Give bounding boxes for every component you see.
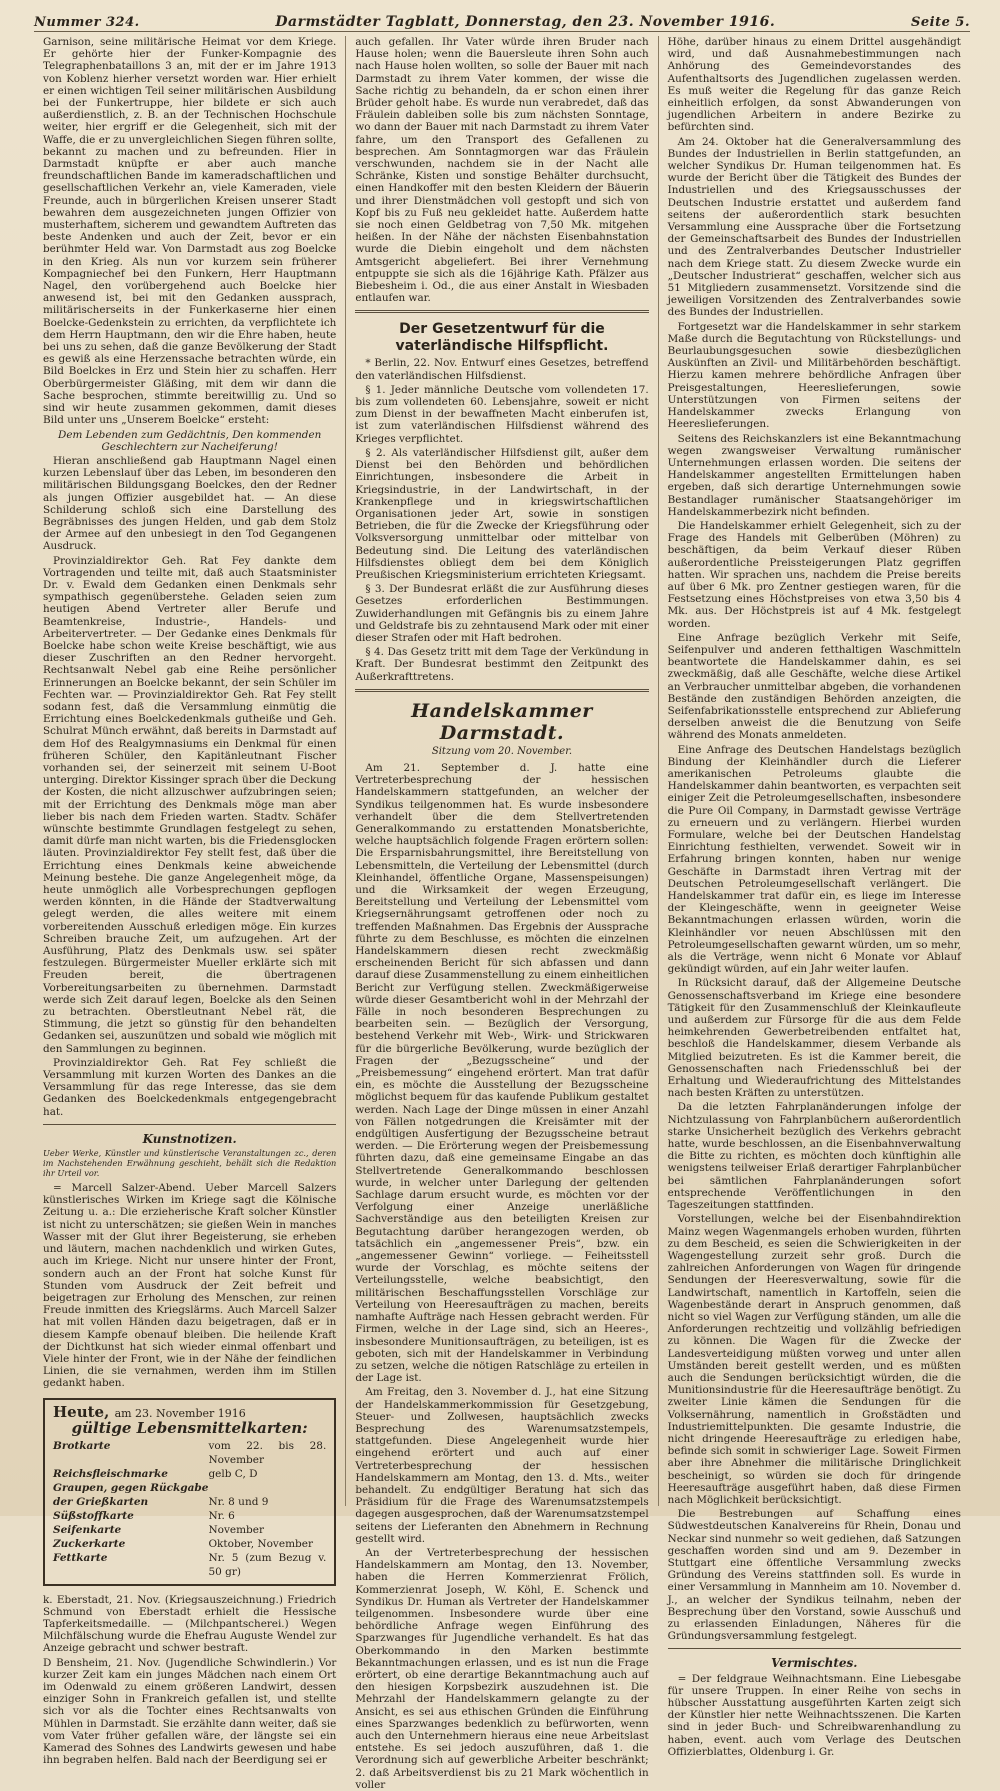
boelcke-article-text: Garnison, seine militärische Heimat vor dem Kriege. Er gehörte hier der Funker-Kompagnie des Telegraphenbataillons 3 an, mit der er im Jahre 1913 von Koblenz hierher versetzt worden war. Hier erhielt er einen wichtigen Teil seiner militärischen Ausbildung bei der Funkertruppe, hier bildete er sich auch außerdienstlich, z. B. an der Technischen Hochschule weiter, hier ergriff er die Gelegenheit, sich mit der Waffe, die er zu unvergleichlichen Siegen führen sollte, bekannt zu machen und zu befreunden. Hier in Darmstadt knüpfte er aber auch manche freundschaftlichen Bande im kameradschaftlichen und gesellschaftlichen Verkehr an, viele Kameraden, viele Freunde, auch in bürgerlichen Kreisen unserer Stadt bewahren dem ausgezeichneten jungen Offizier von musterhaftem, sicherem und gewandtem Auftreten das beste Andenken und auch der Zeit, bevor er ein berühmter Held war. Von Darmstadt aus zog Boelcke in den Krieg. Als nun vor kurzem sein früherer Kompagniechef bei den Funkern, Herr Hauptmann Nagel, den vorübergehend auch Boelcke hier anwesend ist, bei mit den Gedanken aussprach, militärischerseits in der Funkerkaserne hier einen Boelcke-Gedenkstein zu errichten, da verpflichtete ich dem Herrn Hauptmann, den wir die Ehre haben, heute bei uns zu sehen, daß die ganze Bevölkerung der Stadt es gewiß als eine Herzenssache betrachten würde, ein Bild Boelckes in Erz und Stein hier zu schaffen. Herr Oberbürgermeister Gläßing, mit dem wir dann die Sache besprochen, stimmte bereitwillig zu. Und so sind wir heute zusammen gekommen, damit dieses Bild unter uns „Unserem Boelcke“ ersteht: [43, 36, 337, 427]
kunst-paragraph: = Marcell Salzer-Abend. Ueber Marcell Salzers künstlerisches Wirken im Kriege sagt die Kölnische Zeitung u. a.: Die erzieherische Kraft solcher Künstler ist nicht zu unterschätzen; sie gießen Wein in manches Wasser mit der Glut ihrer Begeisterung, sie erheben und läutern, machen nachdenklich und wirken Gutes, auch im Kriege. Nicht nur unsere hinter der Front, sondern auch an der Front hat solche Kunst für Stunden vom Ausdruck der Zeit befreit und beigetragen zur Erholung des Menschen, zur reinen Freude inmitten des Kriegslärms. Auch Marcell Salzer hat mit vollen Händen dazu beigetragen, daß er in diesem Kampfe obenauf bleiben. Die heilende Kraft der Dichtkunst hat sich wieder einmal offenbart und Viele hinter der Front, wie in der Nähe der feindlichen Linien, die sie vernahmen, werden ihm im Stillen gedankt haben. [43, 1182, 337, 1390]
local-news-paragraph: k. Eberstadt, 21. Nov. (Kriegsauszeichnung.) Friedrich Schmund von Eberstadt erhielt die Hessische Tapferkeitsmedaille. — (Milchpantscherei.) Wegen Milchfälschung wurde die Ehefrau Auguste Wendel zur Anzeige gebracht und schwer bestraft. [43, 1593, 337, 1655]
handelskammer-paragraph: Seitens des Reichskanzlers ist eine Bekanntmachung wegen zwangsweiser Verwaltung rumänischer Unternehmungen erlassen worden. Die seitens der Handelskammer angestellten Ermittelungen haben ergeben, daß sich derartige Unternehmungen sowie Bestandlager rumänischer Staatsangehöriger im Handelskammerbezirk nicht befinden. [667, 432, 961, 518]
divider [43, 1124, 336, 1125]
masthead [34, 0, 970, 32]
handelskammer-paragraph: Die Bestrebungen auf Schaffung eines Südwestdeutschen Kanalvereins für Rhein, Donau und Neckar sind nunmehr so weit gediehen, daß Satzungen geschaffen worden sind und am 9. Dezember in Stuttgart eine öffentliche Versammlung zwecks Gründung des Vereins stattfinden soll. Es wurde in einer Versammlung in Mannheim am 10. November d. J., an welcher der Syndikus teilnahm, neben der Besprechung über den Vorstand, sowie Ausschuß und zu erlassenden Einladungen, Näheres für die Gründungsversammlung festgelegt. [667, 1508, 961, 1643]
handelskammer-paragraph: In Rücksicht darauf, daß der Allgemeine Deutsche Genossenschaftsverband im Kriege eine besondere Tätigkeit für den Zusammenschluß der Kleinkaufleute und außerdem zur Fürsorge für die aus dem Felde heimkehrenden Gewerbetreibenden entfaltet hat, beschloß die Handelskammer, diesem Verbande als Mitglied beizutreten. Es ist die Kammer bereit, die Genossenschaften nach Friedensschluß bei der Erhaltung und Wiederaufrichtung des Mittelstandes nach besten Kräften zu unterstützen. [667, 977, 961, 1100]
ration-card-box [43, 1398, 336, 1586]
boelcke-paragraph: Provinzialdirektor Geh. Rat Fey dankte dem Vortragenden und teilte mit, daß auch Staatsminister Dr. v. Ewald dem Gedanken einen Denkmals sehr sympathisch gegenüberstehe. Geladen seien zum heutigen Abend Vertreter aller Berufe und Beamtenkreise, Industrie-, Handels- und Arbeitervertreter. — Der Gedanke eines Denkmals für Boelcke habe schon weite Kreise beschäftigt, wie aus dieser Zuschriften an den Redner hervorgeht. Rechtsanwalt Nebel gab eine Reihe persönlicher Erinnerungen an Boelcke bekannt, der sein Schüler im Fechten war. — Provinzialdirektor Geh. Rat Fey stellt sodann fest, daß die Versammlung einmütig die Errichtung eines Boelckedenkmals gutheiße und Geh. Schulrat Münch erwähnt, daß bereits in Darmstadt auf dem Hof des Realgymnasiums ein Denkmal für einen früheren Schüler, den Kapitänleutnant Fischer vorhanden sei, der seinerzeit mit seinem U-Boot unterging. Direktor Kissinger sprach über die Deckung der Kosten, die nicht allzuschwer aufzubringen seien; mit der Errichtung des Denkmals möge man aber lieber bis nach dem Frieden warten. Stadtv. Schäfer wünschte bestimmte Grundlagen festgelegt zu sehen, damit dürfe man nicht warten, bis die Friedensglocken läuten. Provinzialdirektor Fey stellt fest, daß über die Errichtung eines Denkmals keine abweichende Meinung bestehe. Die ganze Angelegenheit möge, da heute unmöglich alle Vorbesprechungen gepflogen werden könnten, in die Hände der Stadtverwaltung gelegt werden, die alles weitere mit einem vorbereitenden Ausschuß erledigen möge. Ein kurzes Schreiben brauche Zeit, um aufzugehen. Art der Ausführung, Platz des Denkmals usw. sei später festzulegen. Bürgermeister Mueller erklärte sich mit Freuden bereit, die übertragenen Vorbereitungsarbeiten zu übernehmen. Darmstadt werde sich Zeit darauf legen, Boelcke als den Seinen zu betrachten. Oberstleutnant Nebel rät, die Stimmung, die jetzt so günstig für den behandelten Gedanken sei, auszunützen und sobald wie möglich mit den Sammlungen zu beginnen. [43, 554, 337, 1055]
law-paragraph: * Berlin, 22. Nov. Entwurf eines Gesetzes, betreffend den vaterländischen Hilfsdienst. [355, 357, 649, 382]
law-paragraph: § 3. Der Bundesrat erläßt die zur Ausführung dieses Gesetzes erforderlichen Bestimmungen. Zuwiderhandlungen mit Gefängnis bis zu einem Jahre und Geldstrafe bis zu zehntausend Mark oder mit einer dieser Strafen oder mit Haft bedrohen. [355, 583, 649, 644]
ration-card-value [208, 1481, 326, 1495]
columns [34, 36, 970, 1791]
ration-row [53, 1523, 326, 1537]
law-paragraph: § 4. Das Gesetz tritt mit dem Tage der Verkündung in Kraft. Der Bundesrat bestimmt den Zeitpunkt des Außerkrafttretens. [355, 646, 649, 683]
handelskammer-paragraph: Eine Anfrage bezüglich Verkehr mit Seife, Seifenpulver und anderen fetthaltigen Waschmitteln beantwortete die Handelskammer dahin, es sei zweckmäßig, daß alle Geschäfte, welche diese Artikel an Verbraucher unmittelbar abgeben, die vorhandenen Bestände den zuständigen Behörden anzeigten, die Seifenfabrikationsstelle entsprechend zur Ablieferung derselben anweist die die Benutzung von Seife während des Monats anmeldeten. [667, 631, 961, 742]
column-3 [658, 36, 970, 1758]
ration-row [53, 1551, 326, 1579]
ration-card-value: Nr. 5 (zum Bezug v. 50 gr) [208, 1551, 327, 1578]
page-number: Seite 5. [911, 15, 970, 30]
handelskammer-paragraph: Fortgesetzt war die Handelskammer in sehr starkem Maße durch die Begutachtung von Rückstellungs- und Beurlaubungsgesuchen sowie diesbezüglichen Auskünften an Zivil- und Militärbehörden beschäftigt. Hierzu kamen mehrere behördliche Anfragen über Preisgestaltungen, Heereslieferungen, sowie Unterstützungen von Firmen seitens der Handelskammer zwecks Erlangung von Heereslieferungen. [667, 320, 961, 431]
ration-card-value: Nr. 8 und 9 [208, 1495, 269, 1508]
column-2 [345, 36, 657, 1791]
ration-card-name: Seifenkarte [53, 1523, 122, 1536]
section-heading-vermischtes: Vermischtes. [771, 1656, 858, 1671]
section-heading-kunstnotizen: Kunstnotizen. [142, 1131, 237, 1146]
handelskammer-paragraph: Am Freitag, den 3. November d. J., hat eine Sitzung der Handelskammerkommission für Gesetzgebung, Steuer- und Zollwesen, hauptsächlich zwecks Besprechung des Warenumsatzstempels, stattgefunden. Diese Angelegenheit wurde hier eingehend erörtert und auch auf einer Vertreterbesprechung der hessischen Handelskammern am Montag, den 13. d. Mts., weiter behandelt. Zu endgültiger Beratung hat sich das Präsidium für die Frage des Warenumsatzstempels dagegen ausgesprochen, daß der Warenumsatzstempel seitens der Lieferanten den Abnehmern in Rechnung gestellt wird. [355, 1386, 649, 1545]
ration-card-name: Reichsfleischmarke [53, 1467, 168, 1480]
ration-box-today: Heute, [53, 1402, 110, 1421]
headline-gesetzentwurf: Der Gesetzentwurf für die vaterländische Hilfspflicht. [395, 321, 609, 355]
ration-row [53, 1495, 326, 1509]
issue-number: Nummer 324. [34, 15, 140, 30]
local-news-paragraph: D Bensheim, 21. Nov. (Jugendliche Schwindlerin.) Vor kurzer Zeit kam ein junges Mädchen nach einem Ort im Odenwald zu einem größeren Landwirt, dessen einziger Sohn in Frankreich gefallen ist, und stellte sich vor als die Tochter eines Rechtsanwalts von Mühlen in Darmstadt. Sie erzählte dann weiter, daß sie vom Vater früher gefallen wäre, der längste sei ein Kamerad des Sohnes des Landwirts gewesen und habe ihn begraben helfen. Bald nach der Beerdigung sei er [43, 1656, 337, 1767]
ration-card-value: November [208, 1523, 265, 1536]
law-paragraph: § 2. Als vaterländischer Hilfsdienst gilt, außer dem Dienst bei den Behörden und behördlichen Einrichtungen, insbesondere die Arbeit in Kriegsindustrie, in der Landwirtschaft, in der Krankenpflege und in kriegswirtschaftlichen Organisationen jeder Art, sowie in sonstigen Betrieben, die für die Zwecke der Kriegsführung oder Volksversorgung unmittelbar oder mittelbar von Bedeutung sind. Die Leitung des vaterländischen Hilfsdienstes obliegt dem bei dem Königlich Preußischen Kriegsministerium errichteten Kriegsamt. [355, 446, 649, 581]
column-1 [34, 36, 345, 1767]
ration-card-name: Zuckerkarte [53, 1537, 126, 1550]
handelskammer-paragraph: Höhe, darüber hinaus zu einem Drittel ausgehändigt wird, und daß Ausnahmebestimmungen nach Anhörung des Gemeindevorstandes des Aufenthaltsorts des Jugendlichen zugelassen werden. Es muß weiter die Regelung für das ganze Reich einheitlich erfolgen, da sonst Abwanderungen von jugendlichen Arbeitern in andere Bezirke zu befürchten sind. [667, 36, 961, 134]
handelskammer-paragraph: An der Vertreterbesprechung der hessischen Handelskammern am Montag, den 13. November, haben die Herren Kommerzienrat Frölich, Kommerzienrat Joseph, W. Köhl, E. Schenck und Syndikus Dr. Human als Vertreter der Handelskammer teilgenommen. Insbesondere wurde über eine behördliche Anfrage wegen Einführung des Sparzwanges für Jugendliche verhandelt. Es hat das Oberkommando in den Marken bestimmte Bekanntmachungen erlassen, und es ist nun die Frage erörtert, ob eine derartige Bekanntmachung auch auf den hiesigen Korpsbezirk auszudehnen ist. Die Mehrzahl der Handelskammern gelangte zu der Ansicht, es sei aus ethischen Gründen die Einführung eines Sparzwanges bedenklich zu befürworten, wenn auch den Unternehmern hieraus eine neue Arbeitslast entstehe. Es sei jedoch auszuführen, daß 1. die Verordnung sich auf gewerbliche Arbeiter beschränkt; 2. daß Arbeitsverdienst bis zu 21 Mark wöchentlich in voller [355, 1546, 649, 1791]
continued-paragraph: auch gefallen. Ihr Vater würde ihren Bruder nach Hause holen; wenn die Bauersleute ihren Sohn auch nach Hause holen wollten, so solle der Bauer mit nach Darmstadt zu ihrem Vater kommen, der wisse die Sache richtig zu behandeln, da er schon einen ihrer Brüder geholt habe. Es wurde nun verabredet, daß das Fräulein dableiben solle bis zum nächsten Sonntage, wo dann der Bauer mit nach Darmstadt zu ihrem Vater fahre, um den Transport des Gefallenen zu besprechen. Am Sonntagmorgen war das Fräulein verschwunden, nachdem sie in der Nacht alle Schränke, Kisten und sonstige Behälter durchsucht, einen Handkoffer mit den besten Kleidern der Bäuerin und ihrer Dienstmädchen voll gestopft und sich von Kopf bis zu Fuß neu gekleidet hatte. Außerdem hatte sie noch einen Geldbetrag von 7,50 Mk. mitgehen heißen. In der Nähe der nächsten Eisenbahnstation wurde die Diebin eingeholt und dem nächsten Amtsgericht abgeliefert. Bei ihrer Vernehmung entpuppte sie sich als die 16jährige Kath. Pfälzer aus Biebesheim i. Od., die aus einer Anstalt in Wiesbaden entlaufen war. [355, 36, 649, 305]
ration-box-subtitle: gültige Lebensmittelkarten: [71, 1418, 308, 1437]
ration-row [53, 1537, 326, 1551]
ration-row [53, 1439, 326, 1467]
handelskammer-paragraph: Vorstellungen, welche bei der Eisenbahndirektion Mainz wegen Wagenmangels erhoben wurden, führten zu dem Bescheid, es seien die Schwierigkeiten in der Wagengestellung zurzeit sehr groß. Durch die zahlreichen Anforderungen von Wagen für dringende Sendungen der Heeresverwaltung, sowie für die Landwirtschaft, namentlich in Kartoffeln, seien die Wagenbestände derart in Anspruch genommen, daß nicht so viel Wagen zur Verfügung ständen, um alle die Anforderungen rechtzeitig und vollzählig befriedigen zu können. Die Wagen für die Zwecke der Landesverteidigung müßten vorweg und unter allen Umständen bereit gestellt werden, und es müßten auch die Sendungen berücksichtigt würden, die die Munitionsindustrie für die Heeresaufträge benötigt. Zu zweiter Linie kämen die Sendungen für die Volksernährung, namentlich in Großstädten und Industriemittelpunkten. Die gesamte Industrie, die nicht dringende Heeresaufträge zu erledigen habe, befinde sich somit in schwieriger Lage. Soweit Firmen aber ihre Abnehmer die militärische Dringlichkeit bescheinigt, so würden sie doch für dringende Heeresaufträge ausgeführt haben, daß diese Firmen nach Möglichkeit berücksichtigt. [667, 1213, 961, 1506]
law-paragraph: § 1. Jeder männliche Deutsche vom vollendeten 17. bis zum vollendeten 60. Lebensjahre, soweit er nicht zum Dienst in der bewaffneten Macht einberufen ist, ist zum vaterländischen Hilfsdienst während des Krieges verpflichtet. [355, 383, 649, 445]
divider [355, 689, 648, 692]
ration-card-name: Süßstoffkarte [53, 1509, 134, 1522]
ration-card-name: der Grießkarten [53, 1495, 149, 1508]
divider [355, 310, 648, 313]
headline-handelskammer: Handelskammer Darmstadt. [411, 699, 593, 744]
handelskammer-paragraph: Die Handelskammer erhielt Gelegenheit, sich zu der Frage des Handels mit Gelberüben (Möhren) zu beschäftigen, da beim Verkauf dieser Rüben außerordentliche Preissteigerungen Platz gegriffen hatten. Wir sprachen uns, nachdem die Preise bereits auf über 6 Mk. pro Zentner gestiegen waren, für die Festsetzung eines Höchstpreises von etwa 3,50 bis 4 Mk. aus. Der Höchstpreis ist auf 4 Mk. festgelegt worden. [667, 519, 961, 630]
handelskammer-paragraph: Am 24. Oktober hat die Generalversammlung des Bundes der Industriellen in Berlin stattgefunden, an welcher Syndikus Dr. Human teilgenommen hat. Es wurde der Bericht über die Tätigkeit des Bundes der Industriellen und des Kriegsausschusses der Deutschen Industrie erstattet und außerdem fand seitens der außerordentlich stark besuchten Versammlung eine Aussprache über die Fortsetzung der Gemeinschaftsarbeit des Bundes der Industriellen und des Zentralverbandes Deutscher Industrieller nach dem Kriege statt. Zu diesem Zwecke wurde ein „Deutscher Industrierat“ geschaffen, welcher sich aus 51 Mitgliedern zusammensetzt. Vorsitzende sind die jeweiligen Vorsitzenden des Zentralverbandes sowie des Bundes der Industriellen. [667, 135, 961, 319]
ration-table [53, 1439, 326, 1579]
ration-card-value: Nr. 6 [208, 1509, 235, 1522]
handelskammer-paragraph: Eine Anfrage des Deutschen Handelstags bezüglich Bindung der Kleinhändler durch die Lieferer amerikanischen Petroleums glaubte die Handelskammer dahin beantworten, es verpachten seit einiger Zeit die Petroleumgesellschaften, insbesondere die Pure Oil Company, in Darmstadt gewisse Verträge zu erneuern und zu verlängern. Hierbei wurden Formulare, welche bei der Deutschen Handelstag Einrichtung festhielten, verwendet. Soweit wir in Erfahrung bringen konnten, haben nur wenige Geschäfte in Darmstadt ihren Vertrag mit der Deutschen Petroleumgesellschaft verlängert. Die Handelskammer trat dafür ein, es liege im Interesse der Kleingeschäfte, wenn in geeigneter Weise Bekanntmachungen erlassen würden, worin die Kleinhändler vor neuen Abschlüssen mit den Petroleumgesellschaften gewarnt würden, um so mehr, als die Verträge, wenn nicht 6 Monate vor Ablauf gekündigt würden, auf ein Jahr weiter laufen. [667, 743, 961, 976]
ration-card-name: Graupen, gegen Rückgabe [53, 1481, 209, 1494]
ration-row [53, 1509, 326, 1523]
ration-card-value: vom 22. bis 28. November [208, 1439, 327, 1466]
session-date: Sitzung vom 20. November. [431, 745, 573, 757]
ration-card-name: Brotkarte [53, 1439, 111, 1452]
ration-row [53, 1467, 326, 1481]
divider [668, 1648, 961, 1649]
editorial-note: Ueber Werke, Künstler und künstlerische Veranstaltungen zc., deren im Nachstehenden Erwähnung geschieht, behält sich die Redaktion ihr Urteil vor. [43, 1148, 337, 1179]
ration-row [53, 1481, 326, 1495]
ration-card-name: Fettkarte [53, 1551, 108, 1564]
ration-card-value: Oktober, November [208, 1537, 313, 1550]
handelskammer-paragraph: Da die letzten Fahrplanänderungen infolge der Nichtzulassung von Fahrplanbüchern außerordentlich starke Unsicherheit bezüglich des Verkehrs gebracht hatte, wurde beschlossen, an die Eisenbahnverwaltung die Bitte zu richten, es möchten doch künftighin alle wenigstens teilweiser Erlaß derartiger Fahrplanbücher bei sämtlichen Fahrplanänderungen sofort entsprechende Veröffentlichungen in den Tageszeitungen stattfinden. [667, 1101, 961, 1212]
boelcke-motto: Dem Lebenden zum Gedächtnis, Den kommenden Geschlechtern zur Nacheiferung! [58, 428, 322, 453]
newspaper-title-date: Darmstädter Tagblatt, Donnerstag, den 23. November 1916. [275, 14, 776, 30]
boelcke-paragraph: Provinzialdirektor Geh. Rat Fey schließt die Versammlung mit kurzen Worten des Dankes an die Versammlung für das rege Interesse, das sie dem Gedanken des Boelckedenkmals entgegengebracht hat. [43, 1056, 337, 1118]
ration-box-date: am 23. November 1916 [114, 1406, 246, 1420]
boelcke-paragraph: Hieran anschließend gab Hauptmann Nagel einen kurzen Lebenslauf über das Leben, im besonderen den militärischen Bildungsgang Boelckes, den der Redner als jungen Offizier ausgebildet hat. — An diese Schilderung schloß sich eine Darstellung des Begräbnisses des jungen Helden, und gab dem Stolz der Armee auf den unbesiegt in den Tod Gegangenen Ausdruck. [43, 454, 337, 553]
handelskammer-paragraph: Am 21. September d. J. hatte eine Vertreterbesprechung der hessischen Handelskammern stattgefunden, an welcher der Syndikus teilgenommen hat. Es wurde insbesondere verhandelt über die dem Stellvertretenden Generalkommando zu erstattenden Monatsberichte, welche hauptsächlich folgende Fragen erörtern sollen: Die Ersparnisbahrungsmittel, ihre Bereitstellung von Lebensmitteln, die Verteilung der Lebensmittel (durch Kleinhandel, öffentliche Organe, Massenspeisungen) und die Wirksamkeit der wegen Erzeugung, Bereitstellung und Verteilung der Lebensmittel vom Kriegsernährungsamt getroffenen oder noch zu treffenden Maßnahmen. Das Ergebnis der Aussprache führte zu dem Beschlusse, es möchten die einzelnen Handelskammern diesen recht zweckmäßig erscheinenden Bericht für sich abfassen und dann darauf diese Zusammenstellung zu einem einheitlichen Bericht zur Verfügung stellen. Zweckmäßigerweise würde dieser Gesamtbericht wohl in der Mehrzahl der Fälle in noch besonderen Besprechungen zu bearbeiten sein. — Bezüglich der Versorgung, bestehend Verkehr mit Web-, Wirk- und Strickwaren für die bürgerliche Bevölkerung, wurde bezüglich der Fragen der „Bezugsscheine“ und der „Preisbemessung“ eingehend erörtert. Man trat dafür ein, es möchte die Ausstellung der Bezugsscheine möglichst bequem für das kaufende Publikum gestaltet werden. Nach Lage der Dinge müssen in einer Anzahl von Fällen notgedrungen die Kreisämter mit der endgültigen Ausfertigung der Bezugsscheine betraut werden. — Die Erörterung wegen der Preisbemessung führten dazu, daß eine gemeinsame Eingabe an das Stellvertretende Generalkommando beschlossen wurde, in welcher unter Darlegung der geltenden Sachlage darum ersucht wurde, es möchten vor der Verfolgung einer Anzeige unerläßliche Sachverständige aus den beteiligten Kreisen zur Begutachtung darüber herangezogen werden, ob tatsächlich ein „angemessener Preis“, bzw. ein „angemessener Gewinn“ vorliege. — Feiheitsstell wurde der Vorschlag, es möchte seitens der Verteilungsstelle, welche beabsichtigt, den militärischen Beschaffungsstellen Vorschläge zur Verteilung von Heeresaufträgen zu machen, bereits namhafte Aufträge nach Hessen gebracht werden. Für Firmen, welche in der Lage sind, sich an Heeres-, insbesondere Munitionsaufträgen, zu beteiligen, ist es geboten, sich mit der Handelskammer in Verbindung zu setzen, welche die nötigen Ratschläge zu erteilen in der Lage ist. [355, 761, 649, 1385]
vermischtes-paragraph: = Der feldgraue Weihnachtsmann. Eine Liebesgabe für unsere Truppen. In einer Reihe von sechs in hübscher Ausstattung ausgeführten Karten zeigt sich der Künstler hier nette Weihnachtsszenen. Die Karten sind in jeder Buch- und Schreibwarenhandlung zu haben, event. auch vom Verlage des Deutschen Offizierblattes, Oldenburg i. Gr. [667, 1672, 961, 1758]
ration-card-value: gelb C, D [208, 1467, 258, 1480]
